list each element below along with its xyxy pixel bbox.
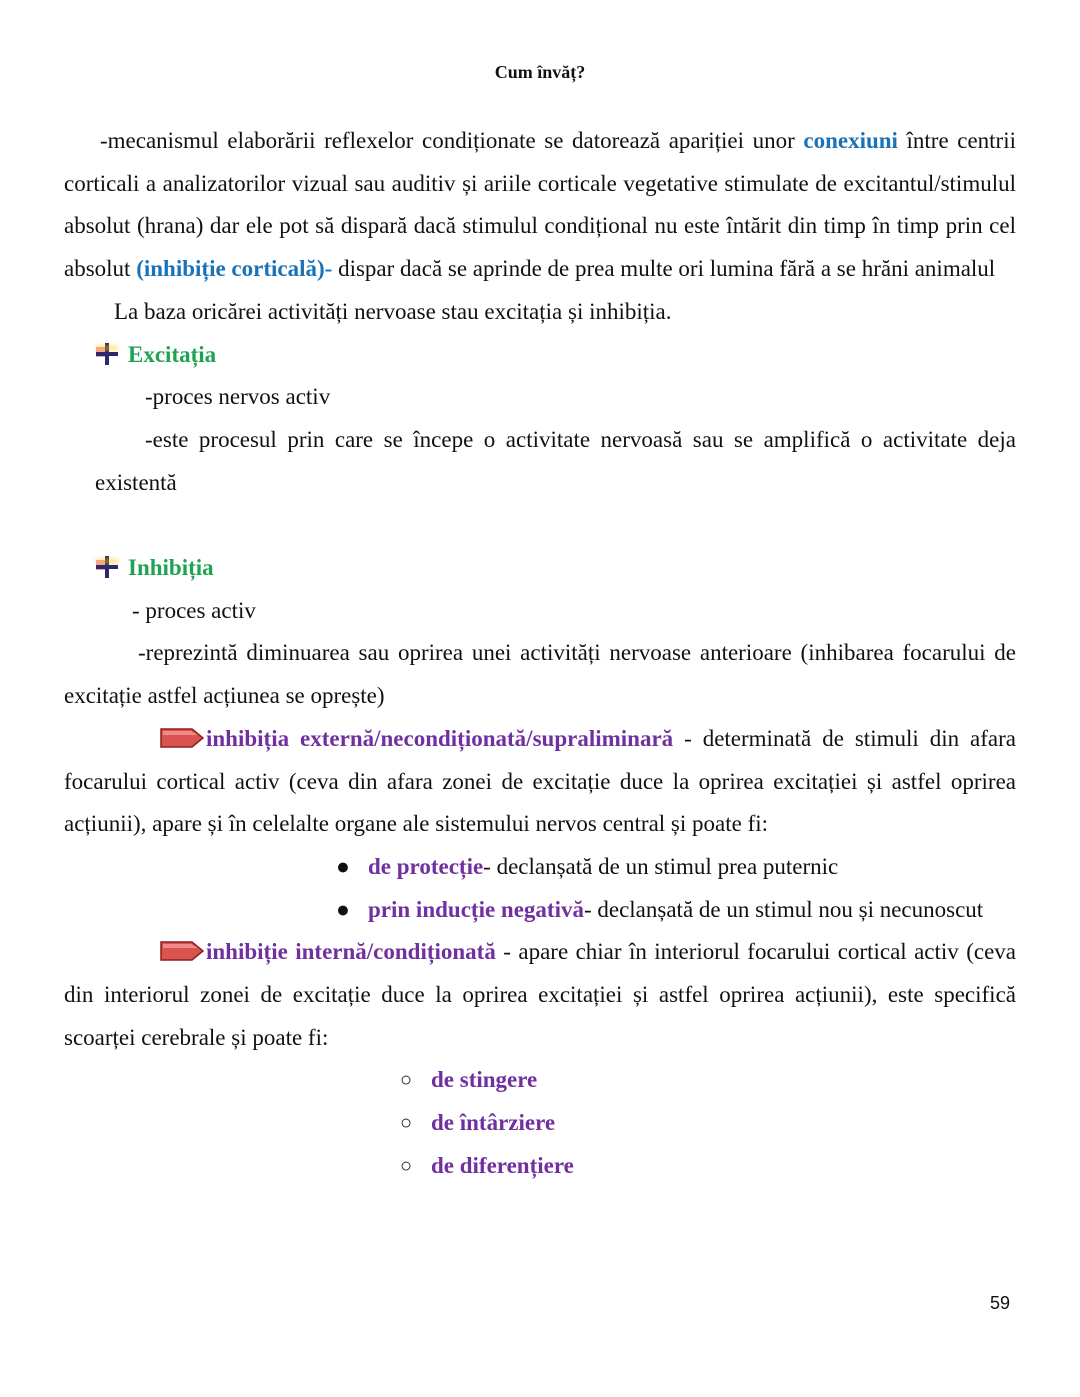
page-header: Cum învăț? bbox=[494, 62, 586, 82]
term-inhibitie-corticala: (inhibiție corticală)- bbox=[136, 256, 333, 282]
paragraph-inhibitie-interna bbox=[64, 931, 1016, 1059]
page-content bbox=[64, 120, 1016, 1188]
term-conexiuni: conexiuni bbox=[803, 128, 898, 153]
list-item bbox=[64, 1059, 1016, 1102]
circle-list bbox=[64, 1059, 1016, 1187]
plus-bullet-icon bbox=[96, 556, 118, 578]
circle-bullet-icon: ○ bbox=[400, 1069, 413, 1092]
term: inhibiția externă/necondiționată/supraliminară bbox=[206, 725, 674, 751]
heading-inhibitia bbox=[64, 547, 1016, 590]
text: dispar dacă se aprinde de prea multe ori lumina fără a se hrăni animalul bbox=[332, 256, 996, 282]
bullet-icon: ● bbox=[336, 896, 350, 922]
bullet-icon: ● bbox=[336, 853, 350, 879]
heading-text: Inhibiția bbox=[128, 555, 214, 581]
text: -mecanismul elaborării reflexelor condiționate se datorează apariției unor bbox=[100, 128, 804, 153]
term: de stingere bbox=[431, 1067, 538, 1093]
list-item bbox=[64, 1102, 1016, 1145]
list-item bbox=[64, 1145, 1016, 1188]
term: de protecție bbox=[368, 853, 484, 879]
text: - declanșată de un stimul nou și necunoscut bbox=[583, 896, 984, 922]
bullet-list bbox=[64, 846, 1016, 931]
heading-text: Excitația bbox=[128, 341, 217, 367]
list-item bbox=[64, 889, 1016, 932]
term: inhibiție internă/condiționată bbox=[206, 939, 496, 965]
text: între centrii corticali a analizatorilor vizual sau auditiv și ariile corticale vegetative stimulate de excitantul/stimulul absolut (hrana) dar ele pot să dispară dacă stimulul condițional nu este întărit din timp în timp prin cel absolut bbox=[64, 128, 1016, 282]
circle-bullet-icon: ○ bbox=[400, 1154, 413, 1177]
paragraph-mechanism bbox=[64, 120, 1016, 291]
paragraph-inhibitie-externa bbox=[64, 718, 1016, 846]
plus-bullet-icon bbox=[96, 343, 118, 365]
term: de întârziere bbox=[431, 1110, 556, 1136]
heading-excitatia bbox=[64, 334, 1016, 377]
term: de diferențiere bbox=[431, 1152, 574, 1178]
excitatia-line: -este procesul prin care se începe o activitate nervoasă sau se amplifică o activitate deja existentă bbox=[95, 426, 1016, 495]
term: prin inducție negativă bbox=[368, 896, 584, 922]
list-item bbox=[64, 846, 1016, 889]
arrow-bullet-icon bbox=[160, 726, 204, 750]
inhibitia-line: - proces activ bbox=[132, 597, 256, 623]
text: - declanșată de un stimul prea puternic bbox=[483, 853, 839, 879]
arrow-bullet-icon bbox=[160, 939, 204, 963]
page-number: 59 bbox=[990, 1293, 1011, 1313]
text: - determinată de stimuli din afara focarului cortical activ (ceva din afara zonei de excitație duce la oprirea excitației și astfel oprirea acțiunii), apare și în celelalte organe ale sistemului nervos central și poate fi: bbox=[64, 725, 1016, 837]
circle-bullet-icon: ○ bbox=[400, 1112, 413, 1135]
inhibitia-line: -reprezintă diminuarea sau oprirea unei activități nervoase anterioare (inhibarea focarului de excitație astfel acțiunea se oprește) bbox=[64, 640, 1016, 709]
text: - apare chiar în interiorul focarului cortical activ (ceva din interiorul zonei de excitație duce la oprirea excitației și astfel oprirea acțiunii), este specifică scoarței cerebrale și poate fi: bbox=[64, 939, 1016, 1050]
excitatia-line: -proces nervos activ bbox=[145, 384, 331, 410]
paragraph-intro: La baza oricărei activități nervoase stau excitația și inhibiția. bbox=[114, 298, 672, 324]
